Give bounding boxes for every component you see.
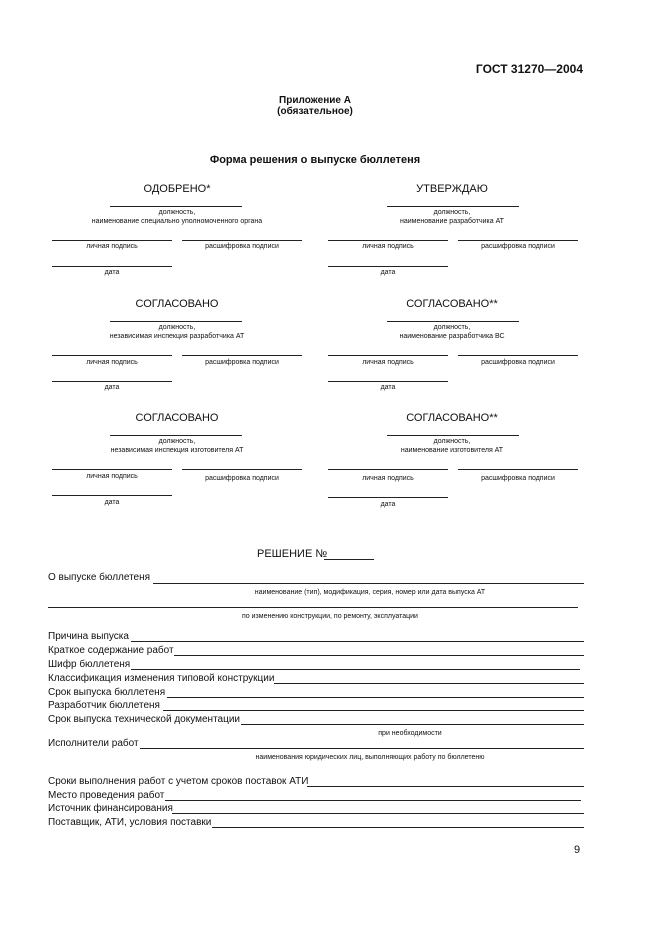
date-caption: дата (380, 501, 396, 508)
position-caption: должность, (433, 209, 471, 216)
decode-caption: расшифровка подписи (205, 475, 279, 482)
position-caption: должность, (433, 324, 471, 331)
appendix-subtitle: (обязательное) (277, 106, 353, 117)
org-caption: независимая инспекция разработчика АТ (109, 333, 245, 340)
org-caption: независимая инспекция изготовителя АТ (110, 447, 244, 454)
decode-line[interactable] (182, 355, 302, 356)
field-label: Шифр бюллетеня (48, 659, 131, 670)
decision-title: РЕШЕНИЕ № (257, 548, 328, 560)
date-line[interactable] (52, 495, 172, 496)
position-caption: должность, (158, 209, 196, 216)
field-line[interactable] (163, 710, 584, 711)
decode-caption: расшифровка подписи (205, 243, 279, 250)
field-label: Классификация изменения типовой конструкции (48, 673, 275, 684)
agreed-title: СОГЛАСОВАНО** (406, 298, 498, 310)
decode-line[interactable] (458, 240, 578, 241)
executors-line[interactable] (140, 748, 584, 749)
position-line[interactable] (110, 206, 242, 207)
field-label: Краткое содержание работ (48, 645, 174, 656)
field-label: Источник финансирования (48, 803, 173, 814)
date-caption: дата (380, 384, 396, 391)
position-caption: должность, (158, 324, 196, 331)
field-line[interactable] (131, 641, 584, 642)
date-caption: дата (104, 384, 120, 391)
appendix-title: Приложение А (279, 95, 351, 106)
org-caption: наименование специально уполномоченного органа (91, 218, 263, 225)
issue-line[interactable] (153, 583, 584, 584)
decode-caption: расшифровка подписи (481, 475, 555, 482)
issue-line-2[interactable] (48, 607, 578, 608)
org-caption: наименование разработчика АТ (400, 218, 504, 225)
decode-caption: расшифровка подписи (481, 359, 555, 366)
field-line[interactable] (165, 800, 581, 801)
signature-caption: личная подпись (86, 243, 138, 250)
executors-caption: наименования юридических лиц, выполняющих работу по бюллетеню (255, 754, 485, 761)
field-line[interactable] (174, 655, 584, 656)
signature-caption: личная подпись (362, 475, 414, 482)
date-line[interactable] (52, 266, 172, 267)
field-label: Причина выпуска (48, 631, 129, 642)
signature-caption: личная подпись (86, 473, 138, 480)
field-line[interactable] (212, 827, 584, 828)
confirm-title: УТВЕРЖДАЮ (416, 183, 488, 195)
position-line[interactable] (387, 435, 519, 436)
agreed-title: СОГЛАСОВАНО (135, 412, 219, 424)
position-caption: должность, (158, 438, 196, 445)
signature-caption: личная подпись (86, 359, 138, 366)
date-line[interactable] (328, 266, 448, 267)
signature-line[interactable] (328, 240, 448, 241)
date-caption: дата (104, 269, 120, 276)
field-line[interactable] (307, 786, 584, 787)
field-label: Срок выпуска технической документации (48, 714, 240, 725)
org-caption: наименование разработчика ВС (399, 333, 505, 340)
field-label: Срок выпуска бюллетеня (48, 687, 166, 698)
decode-line[interactable] (458, 355, 578, 356)
form-title: Форма решения о выпуске бюллетеня (209, 154, 421, 166)
position-line[interactable] (110, 321, 242, 322)
decode-caption: расшифровка подписи (481, 243, 555, 250)
position-line[interactable] (110, 435, 242, 436)
org-caption: наименование изготовителя АТ (400, 447, 504, 454)
decode-caption: расшифровка подписи (205, 359, 279, 366)
signature-caption: личная подпись (362, 359, 414, 366)
field-label: Поставщик, АТИ, условия поставки (48, 817, 212, 828)
field-label: Разработчик бюллетеня (48, 700, 160, 711)
issue-label: О выпуске бюллетеня (48, 572, 151, 583)
issue-caption: наименование (тип), модификация, серия, номер или дата выпуска АТ (254, 589, 486, 596)
agreed-title: СОГЛАСОВАНО (135, 298, 219, 310)
executors-label: Исполнители работ (48, 738, 139, 749)
decode-line[interactable] (182, 469, 302, 470)
position-line[interactable] (387, 206, 519, 207)
date-caption: дата (104, 499, 120, 506)
field-label: Место проведения работ (48, 790, 165, 801)
signature-line[interactable] (328, 355, 448, 356)
decision-number-line[interactable] (324, 559, 374, 560)
page-number: 9 (574, 844, 581, 856)
necessity-caption: при необходимости (378, 730, 442, 737)
document-code: ГОСТ 31270—2004 (475, 62, 583, 76)
signature-line[interactable] (328, 469, 448, 470)
signature-line[interactable] (52, 240, 172, 241)
position-line[interactable] (387, 321, 519, 322)
reason-caption: по изменению конструкции, по ремонту, эксплуатации (242, 613, 418, 620)
field-line[interactable] (167, 697, 584, 698)
approved-title: ОДОБРЕНО* (143, 183, 211, 195)
date-line[interactable] (328, 381, 448, 382)
field-label: Сроки выполнения работ с учетом сроков поставок АТИ (48, 776, 309, 787)
position-caption: должность, (433, 438, 471, 445)
field-line[interactable] (131, 669, 580, 670)
field-line[interactable] (274, 683, 584, 684)
signature-line[interactable] (52, 355, 172, 356)
date-line[interactable] (328, 497, 448, 498)
agreed-title: СОГЛАСОВАНО** (406, 412, 498, 424)
field-line[interactable] (172, 813, 584, 814)
field-line[interactable] (241, 724, 584, 725)
date-line[interactable] (52, 381, 172, 382)
date-caption: дата (380, 269, 396, 276)
signature-caption: личная подпись (362, 243, 414, 250)
decode-line[interactable] (182, 240, 302, 241)
signature-line[interactable] (52, 469, 172, 470)
decode-line[interactable] (458, 469, 578, 470)
